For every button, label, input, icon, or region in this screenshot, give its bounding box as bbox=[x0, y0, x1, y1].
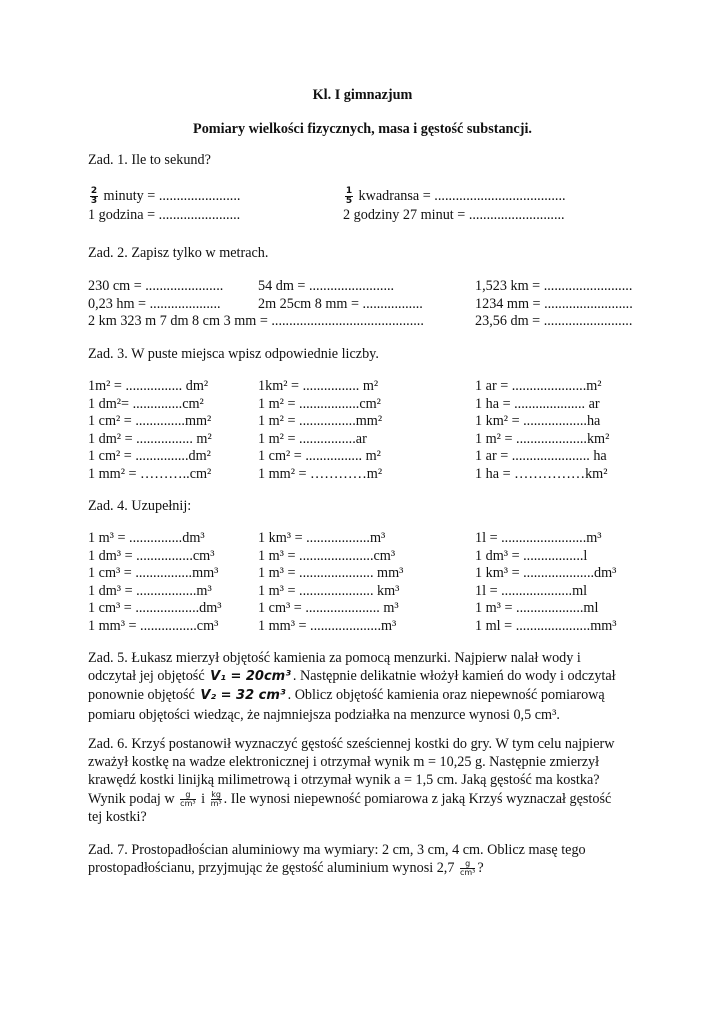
zad4-heading: Zad. 4. Uzupełnij: bbox=[88, 498, 192, 514]
zad3-heading: Zad. 3. W puste miejsca wpisz odpowiednie liczby. bbox=[88, 346, 379, 362]
zad6-line: zważył kostkę na wadze elektronicznej i otrzymał wynik m = 10,25 g. Następnie zmierzył bbox=[88, 754, 600, 771]
zad3-cell: 1m² = ................ dm² bbox=[88, 378, 209, 394]
zad4-cell: 1 dm³ = .................m³ bbox=[88, 582, 212, 599]
zad3-cell: 1 m² = ................mm² bbox=[258, 413, 383, 429]
zad4-cell: 1 m³ = ...................ml bbox=[475, 600, 599, 616]
zad2-row-2 bbox=[88, 296, 648, 314]
zad5-line: odczytał jej objętość V₁ = 20cm³ . Następnie delikatnie włożył kamień do wody i odczytał bbox=[88, 667, 648, 686]
zad4-row bbox=[88, 618, 648, 636]
equation-v1: V₁ = 20cm³ bbox=[210, 669, 291, 685]
zad4-cell: 1 cm³ = ................mm³ bbox=[88, 565, 219, 581]
zad3-cell: 1 ar = .....................m² bbox=[475, 378, 602, 394]
zad2-heading: Zad. 2. Zapisz tylko w metrach. bbox=[88, 245, 269, 261]
zad6-line: tej kostki? bbox=[88, 808, 147, 825]
zad3-cell: 1 mm² = ………..cm² bbox=[88, 465, 212, 482]
zad4-cell: 1 dm³ = .................l bbox=[475, 547, 588, 564]
zad3-cell: 1 cm² = ...............dm² bbox=[88, 448, 211, 464]
zad4-cell: 1 cm³ = ..................... m³ bbox=[258, 600, 399, 616]
zad3-cell: 1 ha = .................... ar bbox=[475, 395, 600, 412]
zad4-cell: 1 m³ = ..................... km³ bbox=[258, 582, 400, 599]
unit-g-per-cm3: $\frac{g}{\text{cm³}}$ bbox=[180, 789, 196, 808]
zad3-cell: 1km² = ................ m² bbox=[258, 378, 379, 394]
zad7-paragraph bbox=[88, 841, 648, 877]
zad2-cell: 23,56 dm = ......................... bbox=[475, 313, 633, 329]
zad2-cell: 54 dm = ........................ bbox=[258, 278, 395, 294]
zad1-item-b: $\frac{1}{5}$ kwadransa = ..................................... bbox=[345, 186, 566, 207]
zad3-cell: 1 cm² = ..............mm² bbox=[88, 413, 212, 429]
zad3-cell: 1 dm² = ................ m² bbox=[88, 430, 212, 447]
zad6-paragraph bbox=[88, 735, 648, 826]
zad3-cell: 1 m² = ................ar bbox=[258, 430, 367, 447]
zad2-row-3 bbox=[88, 313, 648, 331]
zad5-line: pomiaru objętości wiedząc, że najmniejsza podziałka na menzurce wynosi 0,5 cm³. bbox=[88, 706, 560, 723]
zad4-grid bbox=[88, 530, 648, 635]
zad4-cell: 1 cm³ = ..................dm³ bbox=[88, 600, 222, 616]
zad5-line: ponownie objętość V₂ = 32 cm³ . Oblicz objętość kamienia oraz niepewność pomiarową bbox=[88, 686, 648, 705]
zad2-cell: 1,523 km = ......................... bbox=[475, 278, 633, 294]
zad4-cell: 1 mm³ = ....................m³ bbox=[258, 617, 397, 634]
zad4-cell: 1 ml = .....................mm³ bbox=[475, 617, 617, 634]
zad3-row bbox=[88, 378, 648, 396]
zad5-paragraph bbox=[88, 649, 648, 724]
zad6-line: Zad. 6. Krzyś postanowił wyznaczyć gęstość sześciennej kostki do gry. W tym celu najpierw bbox=[88, 736, 615, 752]
zad4-row bbox=[88, 565, 648, 583]
zad3-cell: 1 mm² = …………m² bbox=[258, 465, 383, 482]
zad6-line: krawędź kostki linijką milimetrową i otrzymał wynik a = 1,5 cm. Jaką gęstość ma kostka? bbox=[88, 772, 600, 789]
zad5-line: Zad. 5. Łukasz mierzył objętość kamienia za pomocą menzurki. Najpierw nalał wody i bbox=[88, 650, 581, 666]
zad2-cell: 2m 25cm 8 mm = ................. bbox=[258, 295, 423, 312]
zad4-cell: 1 km³ = ....................dm³ bbox=[475, 565, 617, 581]
zad7-line: Zad. 7. Prostopadłościan aluminiowy ma wymiary: 2 cm, 3 cm, 4 cm. Oblicz masę tego bbox=[88, 842, 586, 858]
zad3-row bbox=[88, 431, 648, 449]
zad3-cell: 1 km² = ..................ha bbox=[475, 413, 601, 429]
zad7-line: prostopadłościanu, przyjmując że gęstość aluminium wynosi 2,7 $\frac{g}{\text{cm³}}$ ? bbox=[88, 859, 484, 878]
zad4-cell: 1 mm³ = ................cm³ bbox=[88, 617, 219, 634]
unit-g-per-cm3: $\frac{g}{\text{cm³}}$ bbox=[459, 859, 476, 878]
zad3-cell: 1 ha = ……………km² bbox=[475, 465, 608, 482]
zad1-item-a: $\frac{2}{3}$ minuty = ....................... bbox=[90, 186, 241, 207]
zad3-cell: 1 dm²= ..............cm² bbox=[88, 395, 204, 412]
fraction-two-thirds: $\frac{2}{3}$ bbox=[90, 186, 98, 207]
zad2-row-1 bbox=[88, 278, 648, 296]
zad3-cell: 1 ar = ...................... ha bbox=[475, 448, 607, 464]
zad3-cell: 1 cm² = ................ m² bbox=[258, 448, 381, 464]
unit-kg-per-m3: $\frac{kg}{\text{m³}}$ bbox=[210, 789, 222, 808]
zad2-cell: 230 cm = ...................... bbox=[88, 278, 224, 294]
zad2-cell: 2 km 323 m 7 dm 8 cm 3 mm = ........................................... bbox=[88, 313, 424, 329]
zad6-line: Wynik podaj w $\frac{g}{\text{cm³}}$ i $\frac{kg}{\text{m³}}$ . Ile wynosi niepewność pomiarowa z jaką Krzyś wyznaczał gęstość bbox=[88, 789, 612, 808]
zad4-cell: 1l = ........................m³ bbox=[475, 530, 602, 546]
zad2-cell: 0,23 hm = .................... bbox=[88, 295, 221, 312]
zad2-cell: 1234 mm = ......................... bbox=[475, 295, 633, 312]
zad4-row bbox=[88, 600, 648, 618]
zad1-heading: Zad. 1. Ile to sekund? bbox=[88, 152, 211, 168]
zad4-cell: 1 m³ = ..................... mm³ bbox=[258, 565, 404, 581]
zad1-row-1 bbox=[88, 185, 648, 207]
zad3-grid bbox=[88, 378, 648, 483]
fraction-one-fifth: $\frac{1}{5}$ bbox=[345, 186, 353, 207]
zad3-row bbox=[88, 396, 648, 414]
zad3-row bbox=[88, 448, 648, 466]
zad3-cell: 1 m² = ....................km² bbox=[475, 430, 610, 447]
zad3-cell: 1 m² = .................cm² bbox=[258, 395, 381, 412]
zad4-cell: 1 m³ = ...............dm³ bbox=[88, 530, 205, 546]
zad4-cell: 1 m³ = .....................cm³ bbox=[258, 547, 396, 564]
page-title: Pomiary wielkości fizycznych, masa i gęstość substancji. bbox=[193, 121, 532, 137]
zad1-item-d: 2 godziny 27 minut = ........................... bbox=[343, 207, 565, 223]
zad4-cell: 1 km³ = ..................m³ bbox=[258, 530, 386, 546]
class-label: Kl. I gimnazjum bbox=[312, 87, 413, 103]
zad3-row bbox=[88, 413, 648, 431]
zad1-grid bbox=[88, 185, 648, 225]
zad3-row bbox=[88, 466, 648, 484]
zad4-row bbox=[88, 530, 648, 548]
zad2-grid bbox=[88, 278, 648, 331]
zad1-item-c: 1 godzina = ....................... bbox=[88, 207, 241, 223]
zad4-row bbox=[88, 548, 648, 566]
equation-v2: V₂ = 32 cm³ bbox=[200, 688, 286, 704]
zad4-cell: 1l = ....................ml bbox=[475, 582, 588, 599]
zad1-row-2 bbox=[88, 207, 648, 225]
zad4-cell: 1 dm³ = ................cm³ bbox=[88, 547, 215, 564]
zad4-row bbox=[88, 583, 648, 601]
